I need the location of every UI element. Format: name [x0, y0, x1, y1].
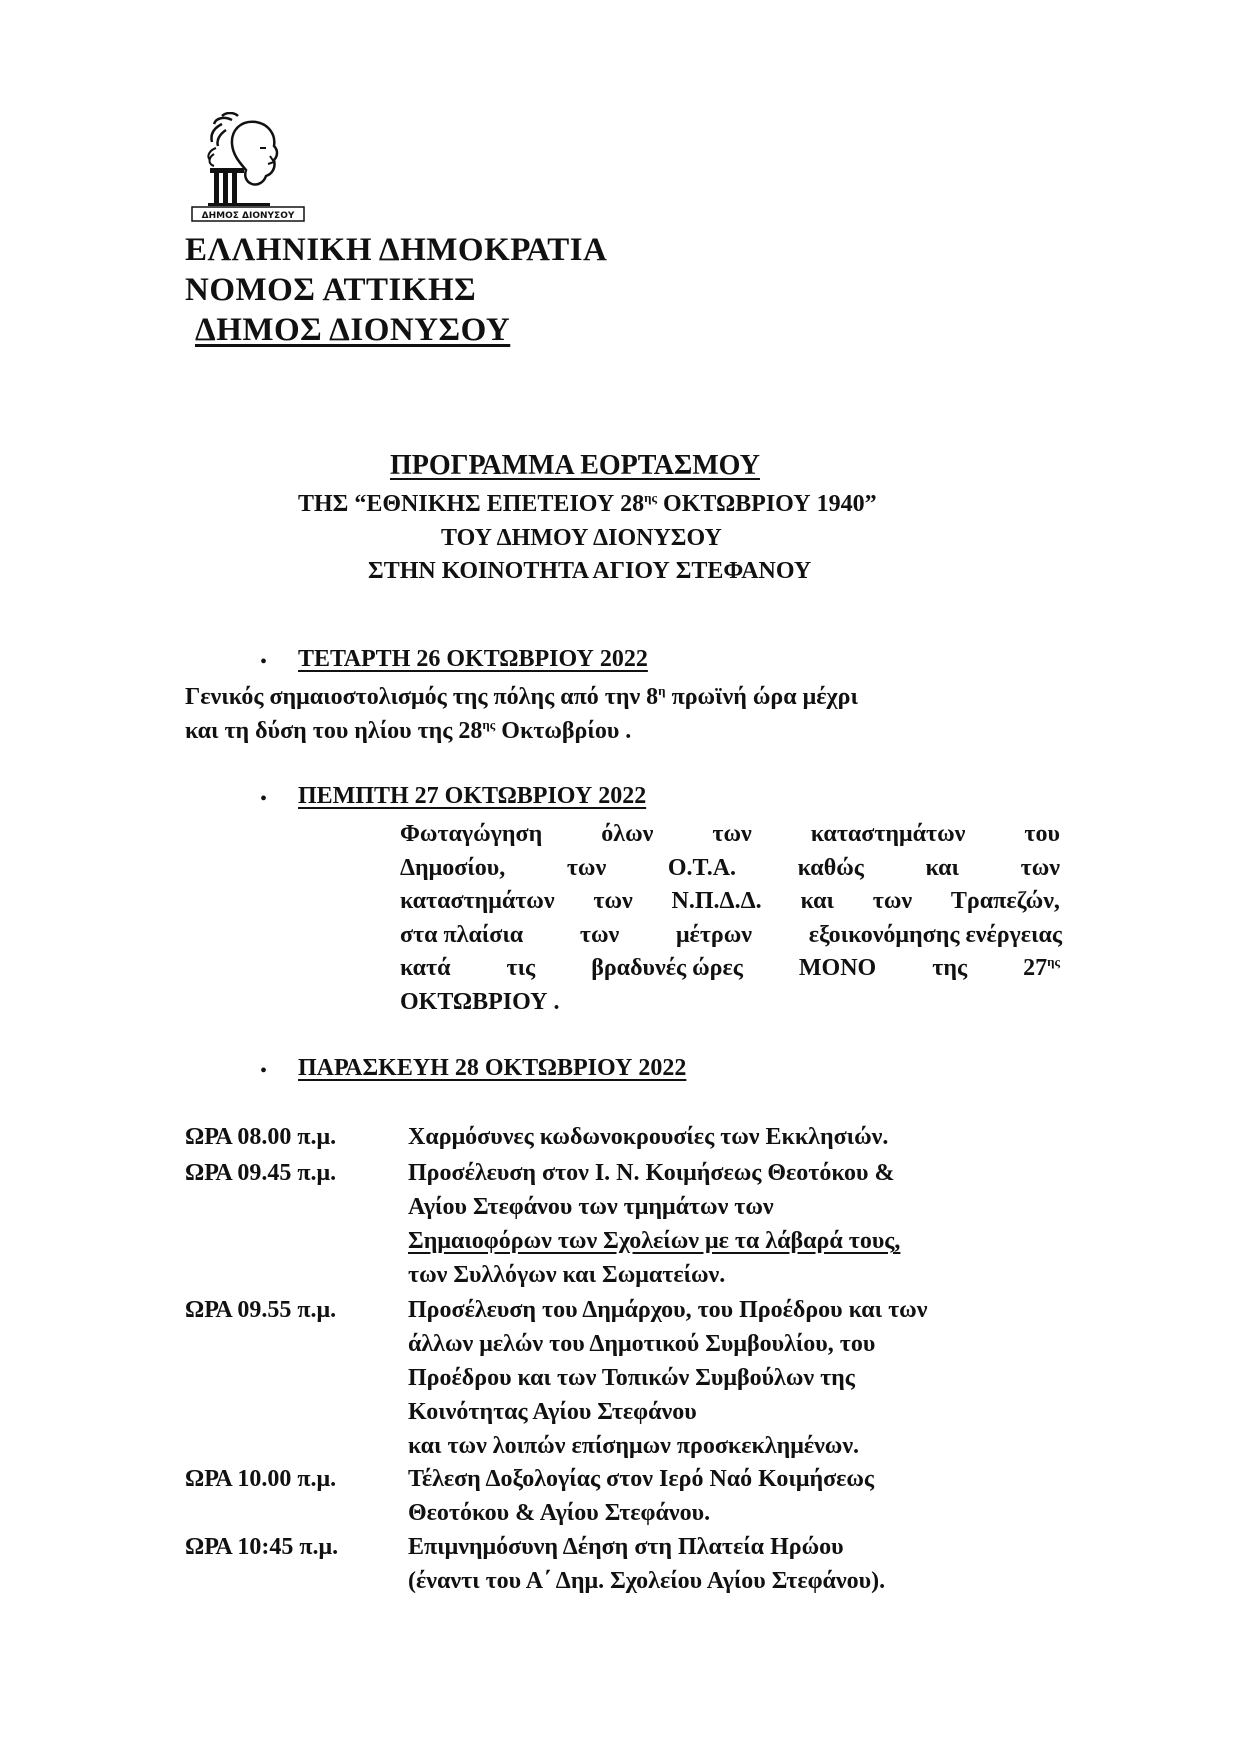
thursday-text-line-2: Δημοσίου, των Ο.Τ.Α. καθώς και των — [400, 855, 1060, 881]
schedule-description: Προσέλευση στον Ι. Ν. Κοιμήσεως Θεοτόκου & — [408, 1160, 895, 1186]
svg-text:ΔΗΜΟΣ ΔΙΟΝΥΣΟΥ: ΔΗΜΟΣ ΔΙΟΝΥΣΟΥ — [201, 211, 295, 221]
bullet-icon: • — [260, 1060, 268, 1082]
schedule-description: Επιμνημόσυνη Δέηση στη Πλατεία Ηρώου — [408, 1534, 844, 1560]
schedule-description: Θεοτόκου & Αγίου Στεφάνου. — [408, 1500, 711, 1526]
program-title: ΠΡΟΓΡΑΜΜΑ ΕΟΡΤΑΣΜΟΥ — [390, 450, 760, 481]
thursday-text-line-3: καταστημάτων των Ν.Π.Δ.Δ. και των Τραπεζών, — [400, 888, 1060, 914]
schedule-time: ΩΡΑ 09.55 π.μ. — [185, 1297, 337, 1323]
thursday-text-line-5: κατά τις βραδυνές ώρες ΜΟΝΟ της $27^{\eta\varsigma}$ — [400, 954, 1060, 981]
bullet-icon: • — [260, 788, 268, 810]
schedule-description: Προσέλευση του Δημάρχου, του Προέδρου και των — [408, 1297, 928, 1323]
thursday-heading: ΠΕΜΠΤΗ 27 ΟΚΤΩΒΡΙΟΥ 2022 — [298, 783, 647, 809]
header-country: ΕΛΛΗΝΙΚΗ ΔΗΜΟΚΡΑΤΙΑ — [185, 232, 608, 268]
schedule-time: ΩΡΑ 10:45 π.μ. — [185, 1534, 339, 1560]
title-line-2: ΤΗΣ “ΕΘΝΙΚΗΣ ΕΠΕΤΕΙΟΥ $28^{\eta\varsigma}$ ΟΚΤΩΒΡΙΟΥ 1940” — [298, 490, 877, 517]
schedule-time: ΩΡΑ 09.45 π.μ. — [185, 1160, 337, 1186]
title-line-3: ΤΟΥ ΔΗΜΟΥ ΔΙΟΝΥΣΟΥ — [441, 525, 722, 551]
schedule-description: Αγίου Στεφάνου των τμημάτων των — [408, 1194, 774, 1220]
schedule-time: ΩΡΑ 10.00 π.μ. — [185, 1466, 337, 1492]
wednesday-text-line-1: Γενικός σημαιοστολισμός της πόλης από την $8^\eta$ πρωϊνή ώρα μέχρι — [185, 683, 858, 710]
title-line-4: ΣΤΗΝ ΚΟΙΝΟΤΗΤΑ ΑΓΙΟΥ ΣΤΕΦΑΝΟΥ — [368, 558, 812, 584]
wednesday-text-line-2: και τη δύση του ηλίου της $28^{\eta\varsigma}$ Οκτωβρίου . — [185, 717, 632, 744]
schedule-description: Σημαιοφόρων των Σχολείων με τα λάβαρά τους, — [408, 1228, 901, 1254]
schedule-time: ΩΡΑ 08.00 π.μ. — [185, 1124, 337, 1150]
thursday-text-line-6: ΟΚΤΩΒΡΙΟΥ . — [400, 989, 560, 1015]
schedule-description: άλλων μελών του Δημοτικού Συμβουλίου, του — [408, 1331, 876, 1357]
schedule-description: Κοινότητας Αγίου Στεφάνου — [408, 1399, 697, 1425]
thursday-text-line-1: Φωταγώγηση όλων των καταστημάτων του — [400, 821, 1060, 847]
schedule-description: και των λοιπών επίσημων προσκεκλημένων. — [408, 1433, 860, 1459]
thursday-text-line-4: στα πλαίσια των μέτρων εξοικονόμησης ενέργειας — [400, 922, 1062, 948]
schedule-description: Τέλεση Δοξολογίας στον Ιερό Ναό Κοιμήσεως — [408, 1466, 875, 1492]
schedule-description: των Συλλόγων και Σωματείων. — [408, 1262, 726, 1288]
schedule-description: Χαρμόσυνες κωδωνοκρουσίες των Εκκλησιών. — [408, 1124, 889, 1150]
schedule-description: (έναντι του Α΄ Δημ. Σχολείου Αγίου Στεφάνου). — [408, 1568, 886, 1594]
header-prefecture: ΝΟΜΟΣ ΑΤΤΙΚΗΣ — [185, 272, 477, 308]
wednesday-heading: ΤΕΤΑΡΤΗ 26 ΟΚΤΩΒΡΙΟΥ 2022 — [298, 646, 648, 672]
schedule-description: Προέδρου και των Τοπικών Συμβούλων της — [408, 1365, 855, 1391]
header-municipality: ΔΗΜΟΣ ΔΙΟΝΥΣΟΥ — [195, 312, 511, 348]
municipality-logo — [186, 112, 318, 222]
bullet-icon: • — [260, 651, 268, 673]
friday-heading: ΠΑΡΑΣΚΕΥΗ 28 ΟΚΤΩΒΡΙΟΥ 2022 — [298, 1055, 687, 1081]
